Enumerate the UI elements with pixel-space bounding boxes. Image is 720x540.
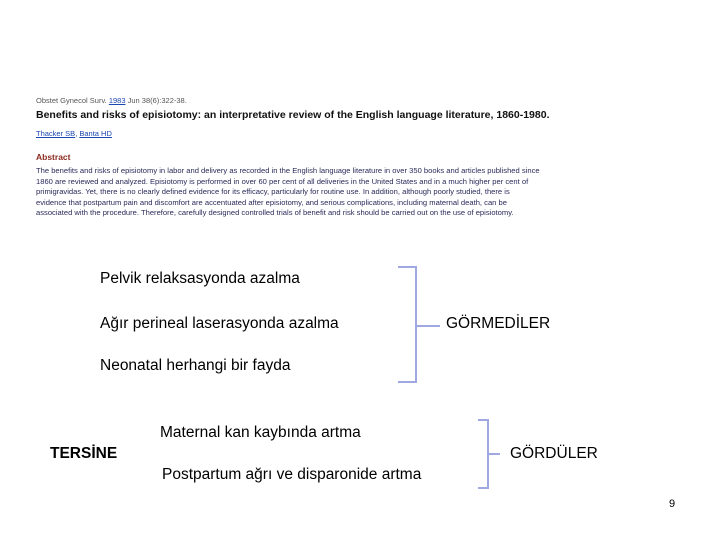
no-benefit-item: Neonatal herhangi bir fayda <box>100 357 291 374</box>
abstract-line: associated with the procedure. Therefore, carefully designed controlled trials of benefit and risk should be carried out on the use of episiotomy. <box>36 208 514 217</box>
citation-year-link[interactable]: 1983 <box>108 96 126 105</box>
reverse-label: TERSİNE <box>50 445 118 462</box>
page-number: 9 <box>669 498 676 510</box>
no-benefit-item: Pelvik relaksasyonda azalma <box>100 270 300 287</box>
author-list: Thacker SB, Banta HD <box>36 129 112 138</box>
abstract-line: 1860 are reviewed and analyzed. Episiotomy is performed in over 60 per cent of all deliveries in the United States and in a much higher per cent of <box>36 176 529 186</box>
article-title: Benefits and risks of episiotomy: an interpretative review of the English language literature, 1860-1980. <box>36 109 550 121</box>
brace-yes-right <box>478 420 488 488</box>
result-not-seen: GÖRMEDİLER <box>446 315 551 332</box>
adverse-item: Postpartum ağrı ve disparonide artma <box>162 466 422 483</box>
abstract-line: primigravidas. Yet, there is no clearly defined evidence for its efficacy, particularly for routine use. In addition, although poorly studied, there is <box>36 187 510 196</box>
author-link[interactable]: Thacker SB <box>36 129 76 138</box>
abstract-line: The benefits and risks of episiotomy in labor and delivery as recorded in the English language literature in over 350 books and articles published since <box>36 166 540 175</box>
abstract-line: evidence that postpartum pain and discomfort are accentuated after episiotomy, and serious complications, including maternal death, can be <box>36 197 507 207</box>
adverse-item: Maternal kan kaybında artma <box>160 424 361 441</box>
abstract-heading: Abstract <box>36 152 71 162</box>
citation-volume: Jun 38(6):322-38. <box>127 96 187 105</box>
no-benefit-item: Ağır perineal laserasyonda azalma <box>100 315 339 332</box>
brace-no-right <box>398 267 416 382</box>
result-seen: GÖRDÜLER <box>510 445 598 462</box>
author-link[interactable]: Banta HD <box>79 129 112 138</box>
citation-journal: Obstet Gynecol Surv. <box>36 96 107 105</box>
